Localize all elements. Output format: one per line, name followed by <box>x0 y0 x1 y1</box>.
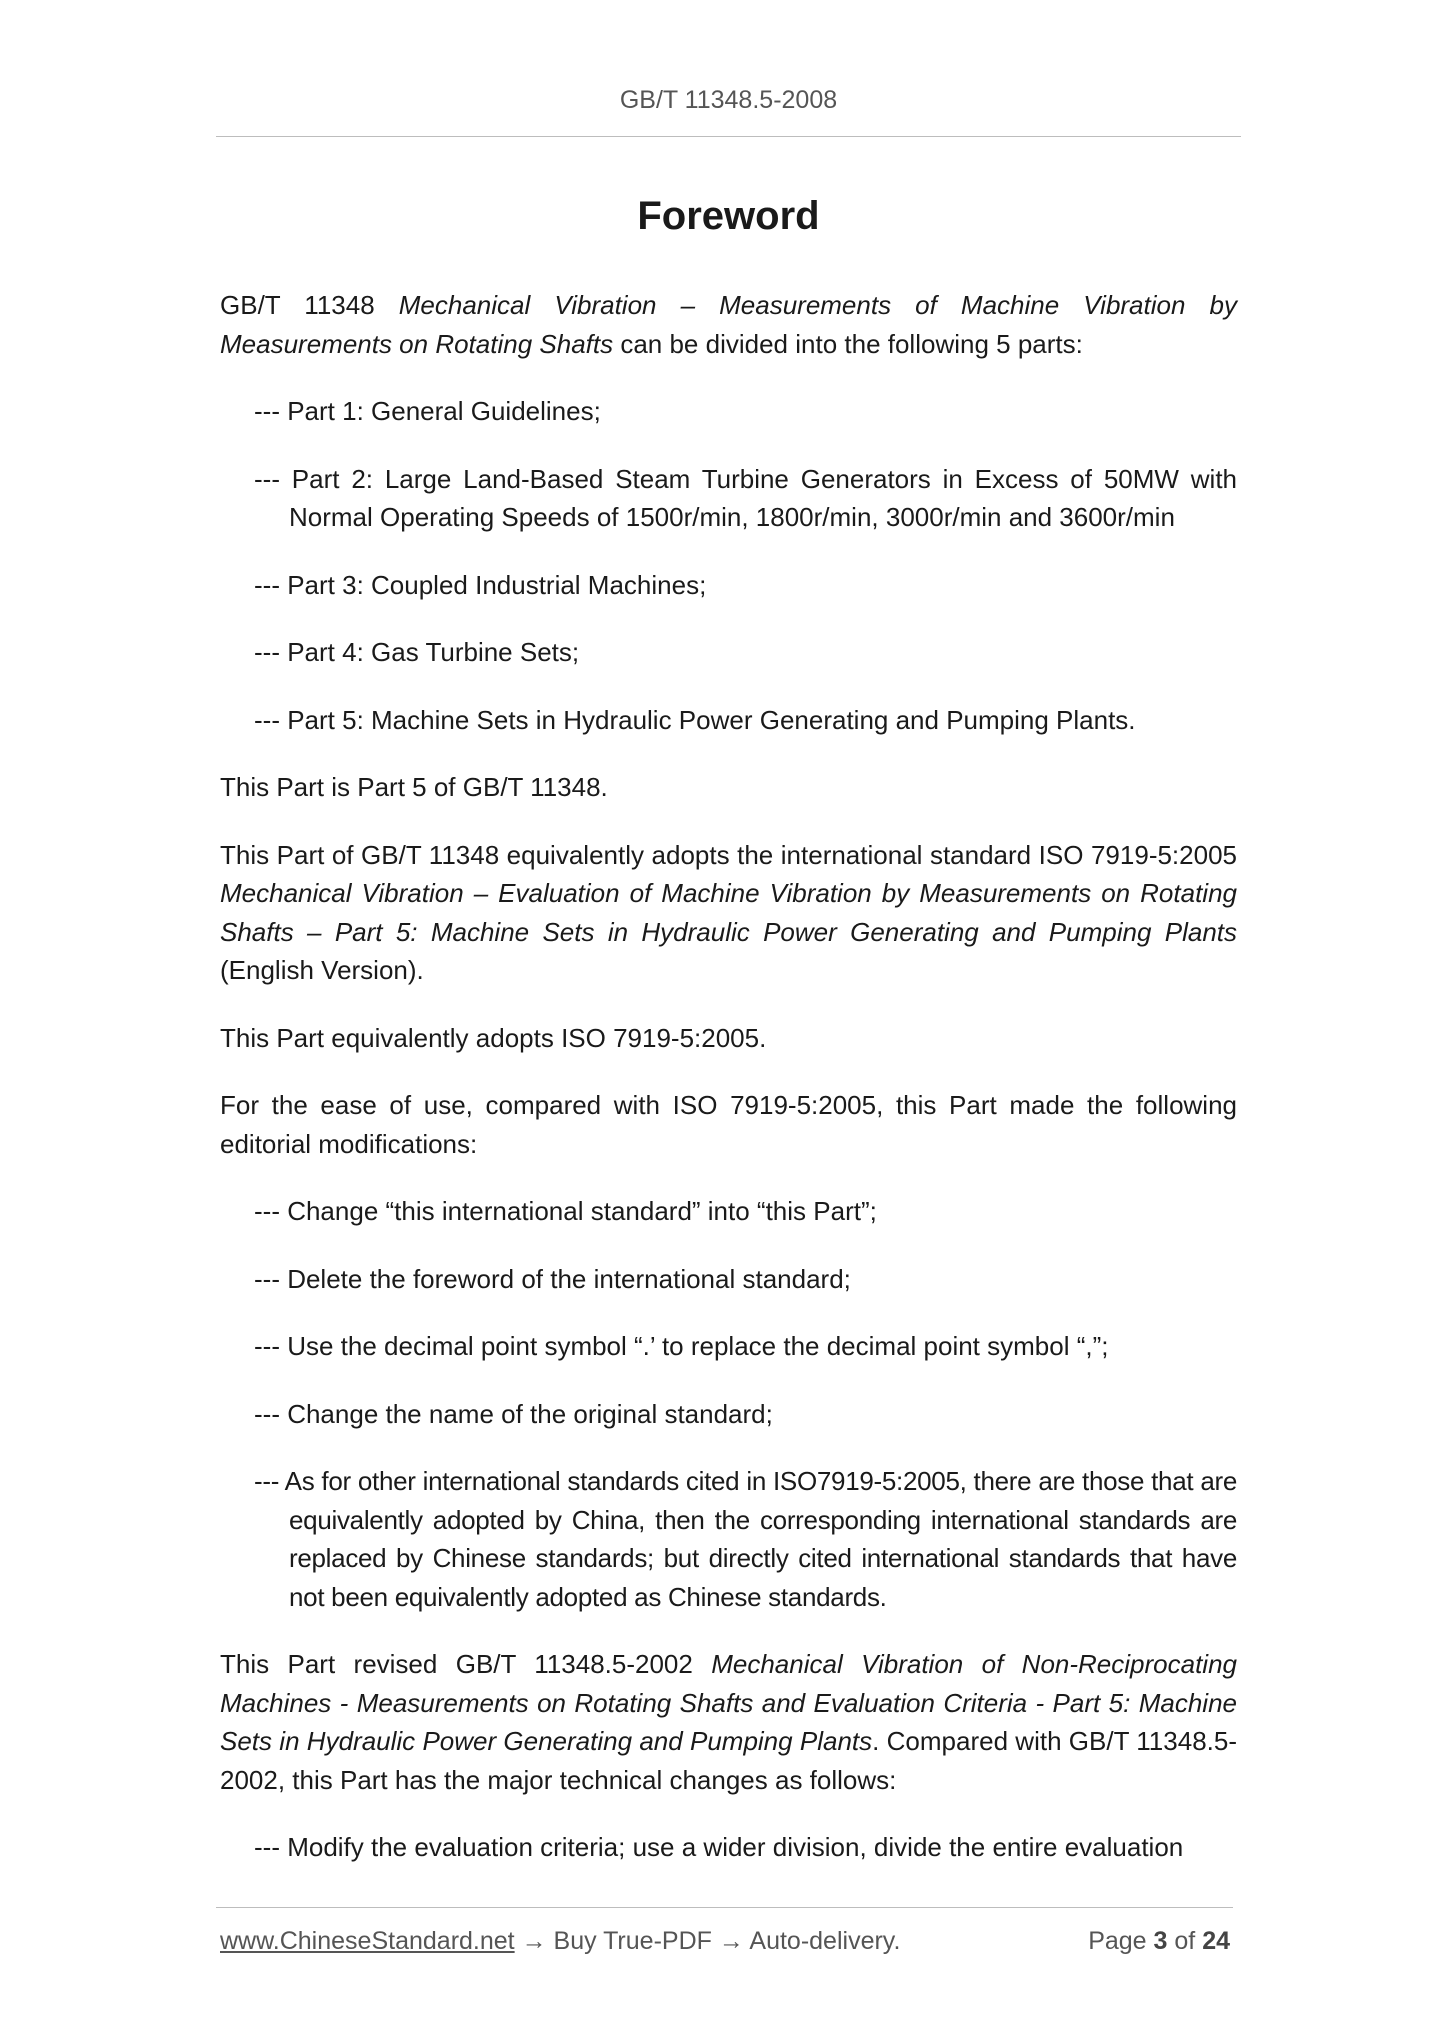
adoption-rest: (English Version). <box>220 955 424 985</box>
intro-paragraph <box>220 286 1237 363</box>
equivalence-statement: This Part equivalently adopts ISO 7919-5:2005. <box>220 1022 767 1053</box>
list-item-modification-4: --- Change the name of the original standard; <box>254 1398 773 1429</box>
page-footer <box>220 1927 1230 1956</box>
list-item-modification-1: --- Change “this international standard” into “this Part”; <box>254 1196 877 1226</box>
list-item-modification-2: --- Delete the foreword of the international standard; <box>254 1263 851 1294</box>
list-item-modification-3: --- Use the decimal point symbol “.’ to replace the decimal point symbol “,”; <box>254 1331 1109 1361</box>
standard-code: GB/T 11348 <box>220 290 399 320</box>
adoption-lead: This Part of GB/T 11348 equivalently adopts the international standard ISO 7919-5:2005 <box>220 839 1237 870</box>
standard-title: Mechanical Vibration – Measurements of Machine Vibration by Measurements on Rotating Shafts <box>220 290 1237 359</box>
header-divider <box>216 136 1241 137</box>
list-item-change-1: --- Modify the evaluation criteria; use a wider division, divide the entire evaluation <box>254 1832 1184 1862</box>
list-item-part-1: --- Part 1: General Guidelines; <box>254 396 601 426</box>
modifications-intro: For the ease of use, compared with ISO 7919-5:2005, this Part made the following editorial modifications: <box>220 1090 1237 1159</box>
list-item-part-3: --- Part 3: Coupled Industrial Machines; <box>254 569 707 600</box>
revised-standard-title: Mechanical Vibration of Non-Reciprocating Machines - Measurements on Rotating Shafts and Evaluation Criteria - Part 5: Machine Sets in Hydraulic Power Generating and Pumping Plants <box>220 1649 1237 1756</box>
list-item-modification-5: --- As for other international standards cited in ISO7919-5:2005, there are those that are equivalently adopted by China, then the corresponding international standards are replaced by Chinese standards; but directly cited international standards that have not been equivalently adopted as Chinese standards. <box>254 1466 1237 1612</box>
list-item-part-4: --- Part 4: Gas Turbine Sets; <box>254 637 580 667</box>
intro-rest: can be divided into the following 5 parts: <box>613 328 1083 359</box>
footer-tagline: → Buy True-PDF → Auto-delivery. <box>514 1927 901 1955</box>
list-item-part-2: --- Part 2: Large Land-Based Steam Turbine Generators in Excess of 50MW with Normal Operating Speeds of 1500r/min, 1800r/min, 3000r/min and 3600r/min <box>254 463 1237 532</box>
part-statement: This Part is Part 5 of GB/T 11348. <box>220 772 608 802</box>
running-header: GB/T 11348.5-2008 <box>619 86 838 114</box>
revision-lead: This Part revised GB/T 11348.5-2002 <box>220 1649 712 1679</box>
footer-divider <box>216 1907 1233 1908</box>
page-label: Page <box>1088 1927 1154 1955</box>
page-number <box>1088 1927 1230 1956</box>
page-title: Foreword <box>637 194 820 238</box>
foreword-body <box>220 286 1237 1867</box>
revision-paragraph <box>220 1645 1237 1799</box>
list-item-part-5: --- Part 5: Machine Sets in Hydraulic Power Generating and Pumping Plants. <box>254 704 1136 735</box>
total-pages: 24 <box>1202 1927 1230 1955</box>
website-link[interactable]: www.ChineseStandard.net <box>220 1927 515 1955</box>
revision-rest: . Compared with GB/T 11348.5-2002, this Part has the major technical changes as follows: <box>220 1726 1237 1795</box>
footer-promo <box>220 1927 900 1956</box>
page-of-label: of <box>1167 1927 1203 1955</box>
iso-standard-title: Mechanical Vibration – Evaluation of Machine Vibration by Measurements on Rotating Shafts – Part 5: Machine Sets in Hydraulic Power Generating and Pumping Plants <box>220 878 1237 947</box>
current-page: 3 <box>1153 1927 1168 1955</box>
adoption-paragraph <box>220 836 1237 990</box>
